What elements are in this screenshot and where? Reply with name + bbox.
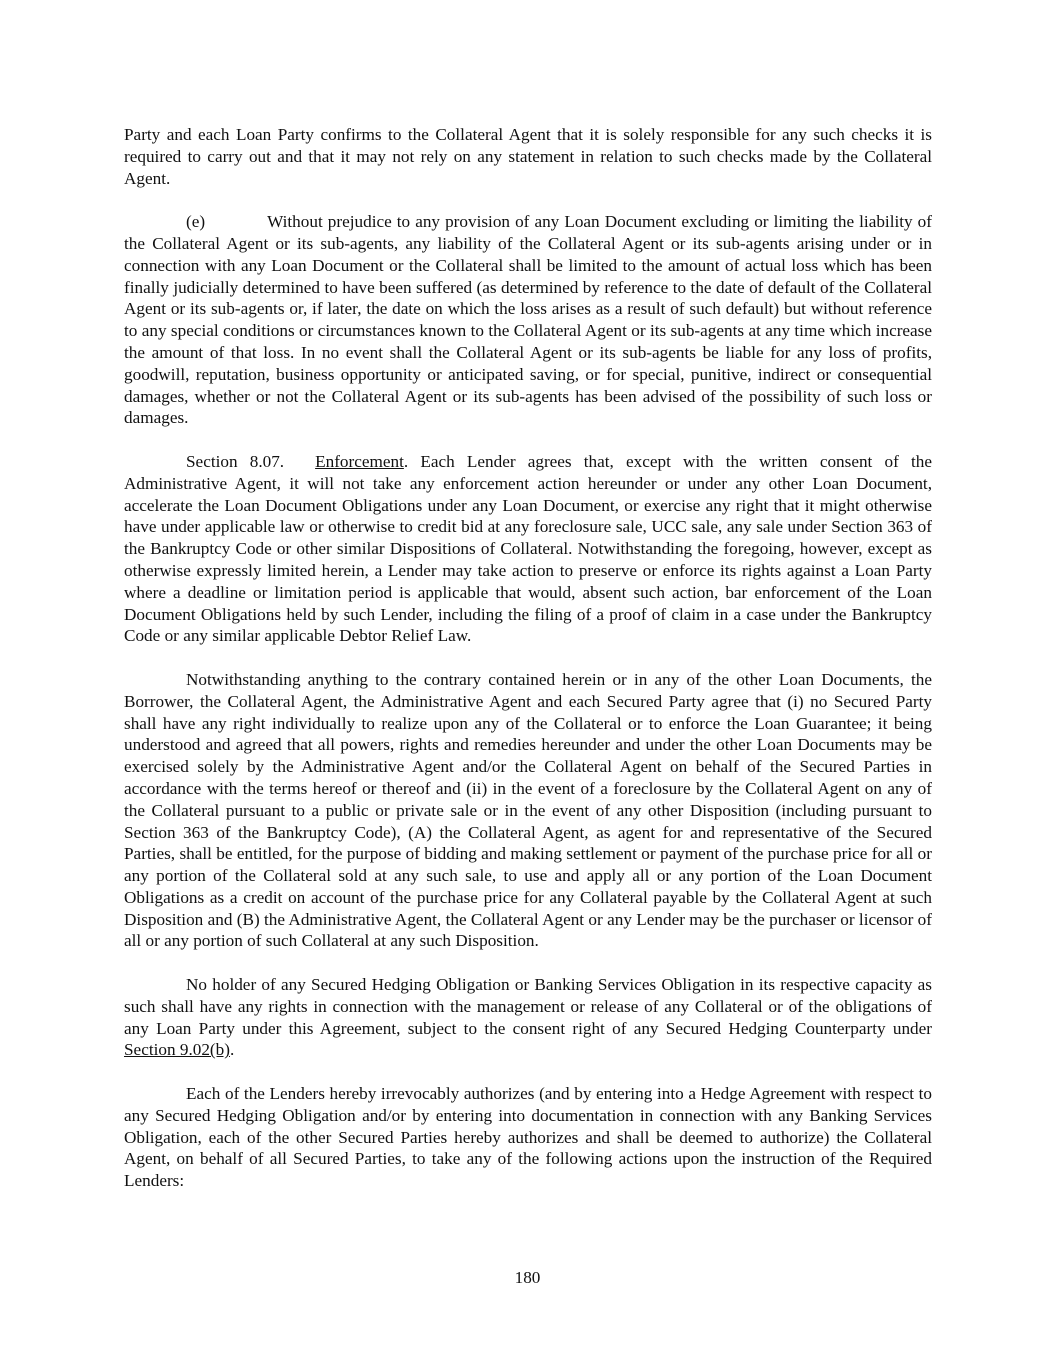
section-heading: Enforcement	[315, 451, 404, 471]
paragraph-text: . Each Lender agrees that, except with the written consent of the Administrative Agent, it will not take any enforcement action hereunder or under any other Loan Document, accelerate the Loan Document Obligations under any Loan Document, or exercise any right that it might otherwise have under applicable law or otherwise to credit bid at any foreclosure sale, UCC sale, any sale under Section 363 of the Bankruptcy Code or other similar Dispositions of Collateral. Notwithstanding the foregoing, however, except as otherwise expressly limited herein, a Lender may take action to preserve or enforce its rights against a Loan Party where a deadline or limitation period is applicable that would, absent such action, bar enforcement of the Loan Document Obligations held by such Lender, including the filing of a proof of claim in a case under the Bankruptcy Code or any similar applicable Debtor Relief Law.	[124, 451, 932, 646]
section-label: Section 8.07.	[186, 451, 285, 471]
clause-label: (e)	[186, 212, 206, 232]
document-body	[124, 124, 932, 1214]
page-number: 180	[514, 1268, 541, 1287]
paragraph-clause-e	[124, 211, 932, 429]
paragraph-no-holder	[124, 974, 932, 1061]
paragraph-text-end: .	[229, 1040, 235, 1060]
paragraph-text: Notwithstanding anything to the contrary contained herein or in any of the other Loan Documents, the Borrower, the Collateral Agent, the Administrative Agent and each Secured Party agree that (i) no Secured Party shall have any right individually to realize upon any of the Collateral or to enforce the Loan Guarantee; it being understood and agreed that all powers, rights and remedies hereunder and under the other Loan Documents may be exercised solely by the Administrative Agent and/or the Collateral Agent on behalf of the Secured Parties in accordance with the terms hereof or thereof and (ii) in the event of a foreclosure by the Collateral Agent on any of the Collateral pursuant to a public or private sale or in the event of any other Disposition (including pursuant to Section 363 of the Bankruptcy Code), (A) the Collateral Agent, as agent for and representative of the Secured Parties, shall be entitled, for the purpose of bidding and making settlement or payment of the purchase price for all or any portion of the Collateral sold at any such sale, to use and apply all or any portion of the Loan Document Obligations as a credit on account of the purchase price for any Collateral payable by the Collateral Agent at such Disposition and (B) the Administrative Agent, the Collateral Agent or any Lender may be the purchaser or licensor of all or any portion of such Collateral at any such Disposition.	[124, 669, 932, 951]
paragraph-text: Each of the Lenders hereby irrevocably authorizes (and by entering into a Hedge Agreement with respect to any Secured Hedging Obligation and/or by entering into documentation in connection with any Banking Services Obligation, each of the other Secured Parties hereby authorizes and shall be deemed to authorize) the Collateral Agent, on behalf of all Secured Parties, to take any of the following actions upon the instruction of the Required Lenders:	[124, 1084, 932, 1191]
paragraph-text: Party and each Loan Party confirms to the Collateral Agent that it is solely responsible for any such checks it is required to carry out and that it may not rely on any statement in relation to such checks made by the Collateral Agent.	[124, 125, 932, 188]
paragraph-text: No holder of any Secured Hedging Obligation or Banking Services Obligation in its respective capacity as such shall have any rights in connection with the management or release of any Collateral or of the obligations of any Loan Party under this Agreement, subject to the consent right of any Secured Hedging Counterparty under	[124, 975, 932, 1038]
section-reference-link[interactable]: Section 9.02(b)	[124, 1040, 230, 1060]
paragraph-section-8-07	[124, 451, 932, 647]
paragraph-notwithstanding	[124, 669, 932, 952]
paragraph-lenders-authorize	[124, 1083, 932, 1192]
paragraph-text: Without prejudice to any provision of any Loan Document excluding or limiting the liability of the Collateral Agent or its sub-agents, any liability of the Collateral Agent or its sub-agents arising under or in connection with any Loan Document or the Collateral shall be limited to the amount of actual loss which has been finally judicially determined to have been suffered (as determined by reference to the date of default of the Collateral Agent or its sub-agents or, if later, the date on which the loss arises as a result of such default) but without reference to any special conditions or circumstances known to the Collateral Agent or its sub-agents at any time which increase the amount of that loss. In no event shall the Collateral Agent or its sub-agents be liable for any loss of profits, goodwill, reputation, business opportunity or anticipated saving, or for special, punitive, indirect or consequential damages, whether or not the Collateral Agent or its sub-agents has been advised of the possibility of such loss or damages.	[124, 212, 932, 428]
paragraph-continuation	[124, 124, 932, 189]
